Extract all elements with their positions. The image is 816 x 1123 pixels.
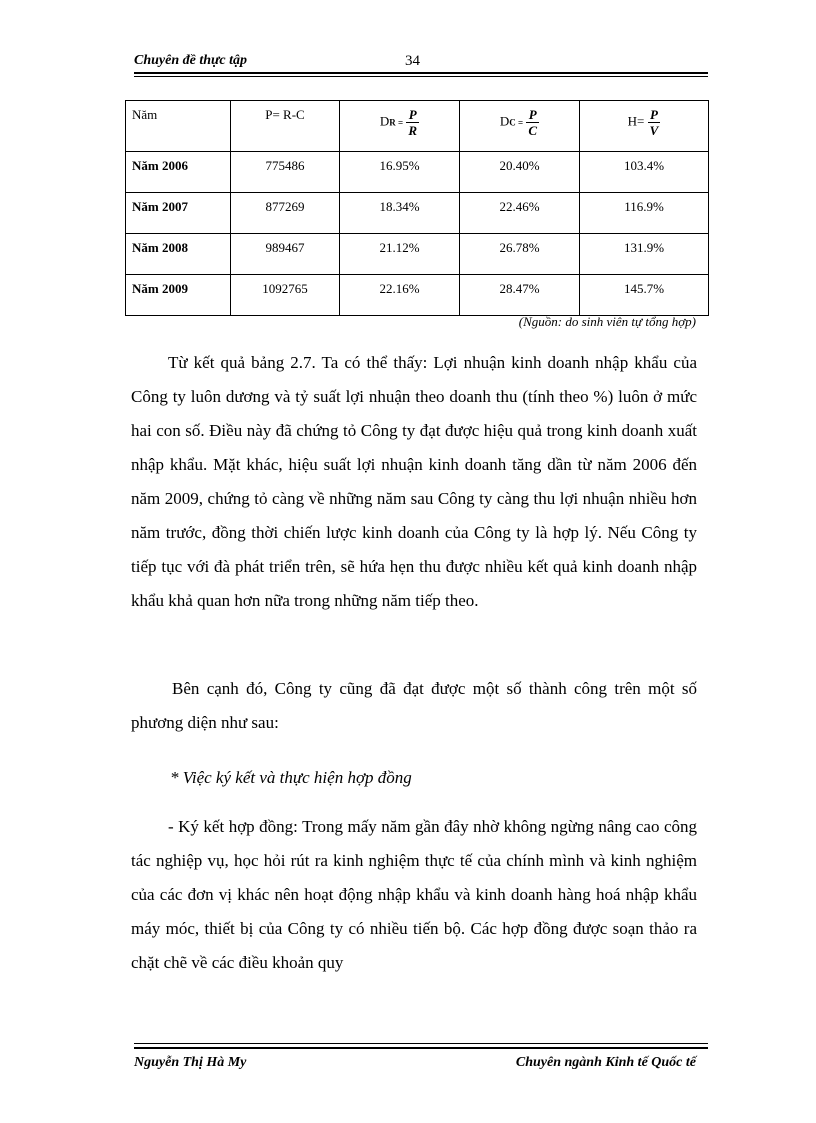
profit-ratio-table <box>125 100 709 316</box>
header-rule-thin <box>134 76 708 77</box>
table-row <box>126 275 709 316</box>
paragraph-achievements: Bên cạnh đó, Công ty cũng đã đạt được một số thành công trên một số phương diện như sau: <box>131 679 697 732</box>
row-dr: 22.16% <box>340 275 460 316</box>
footer-rule-thin <box>134 1043 708 1044</box>
row-year: Năm 2007 <box>126 193 231 234</box>
row-profit: 989467 <box>231 234 340 275</box>
dc-numerator: P <box>526 107 539 123</box>
section-heading-contracts: * Việc ký kết và thực hiện hợp đồng <box>170 768 412 787</box>
dc-denominator: C <box>528 123 538 138</box>
paragraph-contract-signing: - Ký kết hợp đồng: Trong mấy năm gần đây nhờ không ngừng nâng cao công tác nghiệp vụ, học hỏi rút ra kinh nghiệm thực tế của chính mình và kinh nghiệm của các đơn vị khác nên hoạt động nhập khẩu và kinh doanh hàng hoá nhập khẩu máy móc, thiết bị của Công ty có nhiều tiến bộ. Các hợp đồng được soạn thảo ra chặt chẽ về các điều khoản quy <box>131 817 697 972</box>
h-prefix: H= <box>627 113 645 129</box>
header-title: Chuyên đề thực tập <box>134 53 248 68</box>
row-dr: 18.34% <box>340 193 460 234</box>
row-profit: 1092765 <box>231 275 340 316</box>
row-year: Năm 2009 <box>126 275 231 316</box>
row-year: Năm 2006 <box>126 152 231 193</box>
table-header-row <box>126 101 709 152</box>
header-profit: P= R-C <box>231 101 340 152</box>
footer-rule-thick <box>134 1047 708 1049</box>
row-h: 131.9% <box>580 234 709 275</box>
dr-prefix: D <box>379 113 390 129</box>
header-dc <box>460 101 580 152</box>
row-h: 145.7% <box>580 275 709 316</box>
row-dr: 21.12% <box>340 234 460 275</box>
dr-denominator: R <box>408 123 418 138</box>
table-row <box>126 152 709 193</box>
dc-fraction <box>526 107 539 138</box>
row-dc: 22.46% <box>460 193 580 234</box>
row-dr: 16.95% <box>340 152 460 193</box>
paragraph-analysis: Từ kết quả bảng 2.7. Ta có thể thấy: Lợi nhuận kinh doanh nhập khẩu của Công ty luôn dương và tỷ suất lợi nhuận theo doanh thu (tính theo %) luôn ở mức hai con số. Điều này đã chứng tỏ Công ty đạt được hiệu quả trong kinh doanh xuất nhập khẩu. Mặt khác, hiệu suất lợi nhuận kinh doanh tăng dần từ năm 2006 đến năm 2009, chứng tỏ càng về những năm sau Công ty càng thu lợi nhuận nhiều hơn năm trước, đồng thời chiến lược kinh doanh của Công ty là hợp lý. Nếu Công ty tiếp tục với đà phát triển trên, sẽ hứa hẹn thu được nhiều kết quả kinh doanh nhập khẩu khả quan hơn nữa trong những năm tiếp theo. <box>131 353 697 610</box>
table-row <box>126 193 709 234</box>
header-year: Năm <box>126 101 231 152</box>
h-numerator: P <box>648 107 661 123</box>
page-number: 34 <box>405 53 420 69</box>
row-dc: 26.78% <box>460 234 580 275</box>
row-dc: 20.40% <box>460 152 580 193</box>
header-rule-thick <box>134 72 708 74</box>
footer-author: Nguyễn Thị Hà My <box>134 1055 247 1070</box>
dc-prefix: D <box>499 113 510 129</box>
table-row <box>126 234 709 275</box>
row-h: 103.4% <box>580 152 709 193</box>
header-dr <box>340 101 460 152</box>
h-fraction <box>648 107 661 138</box>
page-header <box>134 50 708 74</box>
row-profit: 877269 <box>231 193 340 234</box>
dr-subscript: R = <box>389 117 404 128</box>
footer-major: Chuyên ngành Kinh tế Quốc tế <box>515 1055 696 1070</box>
h-denominator: V <box>649 123 659 138</box>
row-profit: 775486 <box>231 152 340 193</box>
row-year: Năm 2008 <box>126 234 231 275</box>
table-source-note: (Nguồn: do sinh viên tự tổng hợp) <box>518 314 696 329</box>
row-h: 116.9% <box>580 193 709 234</box>
header-h <box>580 101 709 152</box>
dr-fraction <box>406 107 419 138</box>
row-dc: 28.47% <box>460 275 580 316</box>
dr-numerator: P <box>406 107 419 123</box>
dc-subscript: C = <box>509 117 524 128</box>
